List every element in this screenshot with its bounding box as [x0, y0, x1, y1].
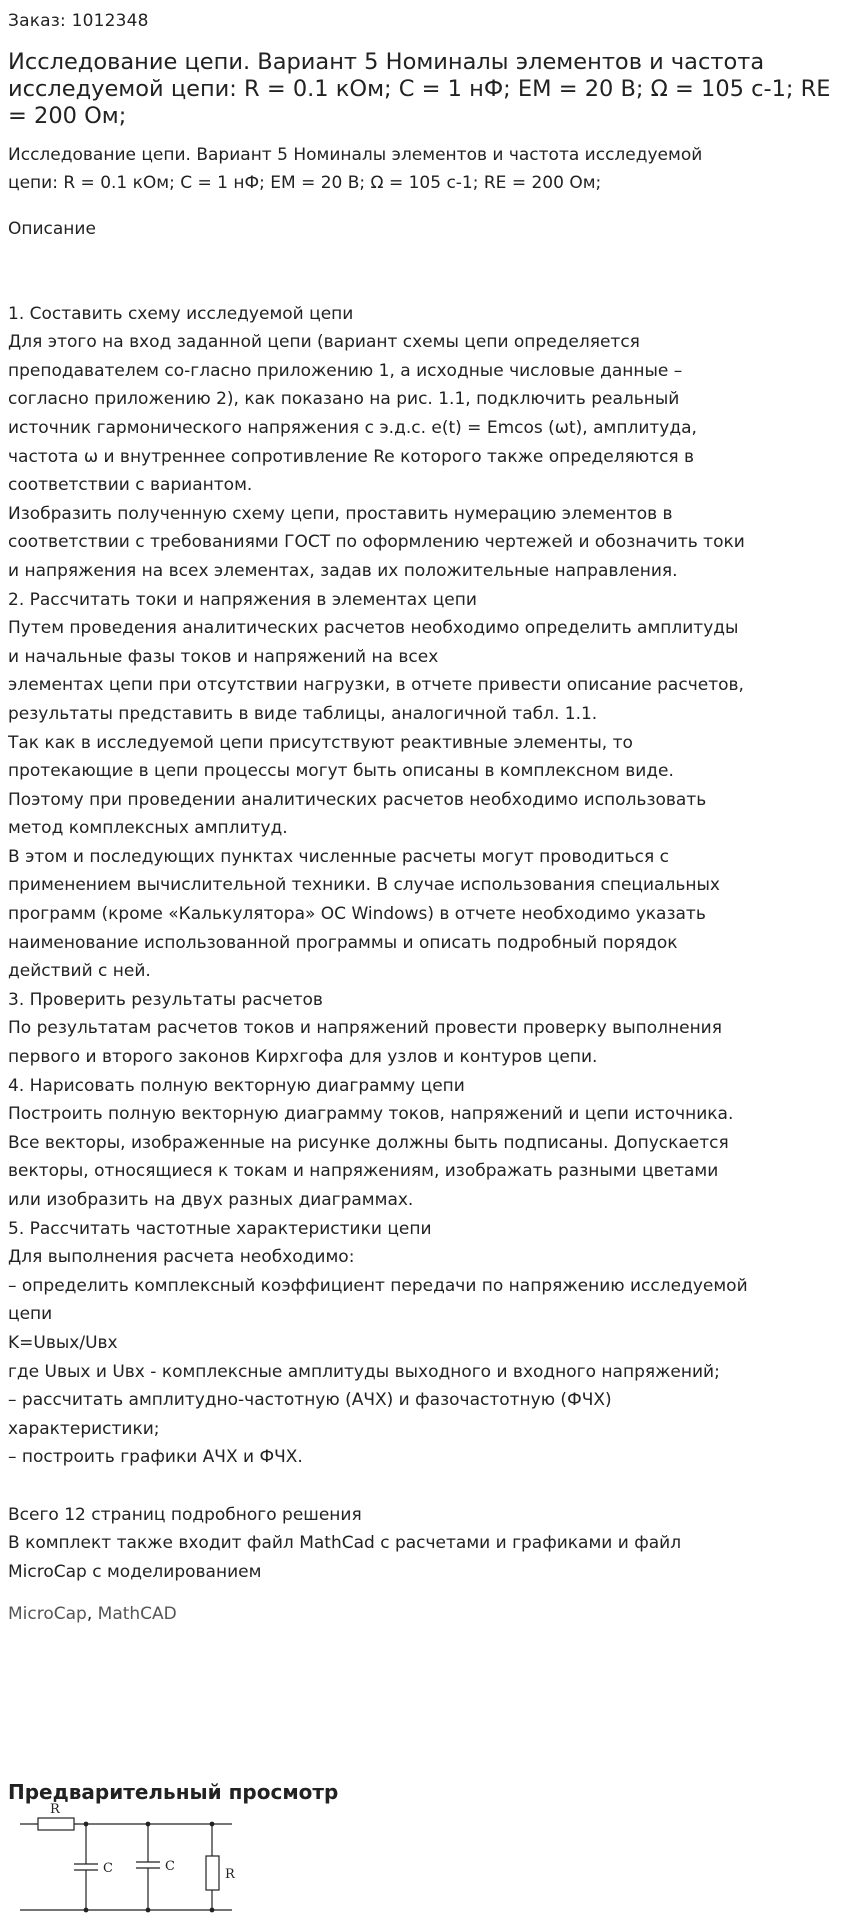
description-line: наименование использованной программы и описать подробный порядок — [8, 932, 678, 953]
description-line: соответствии с вариантом. — [8, 475, 253, 496]
description-line: – построить графики АЧХ и ФЧХ. — [8, 1447, 303, 1468]
description-line: Путем проведения аналитических расчетов необходимо определить амплитуды — [8, 618, 739, 639]
tag-list — [8, 1600, 838, 1628]
description-line: Для выполнения расчета необходимо: — [8, 1247, 355, 1268]
description-line: частота ω и внутреннее сопротивление Re которого также определяются в — [8, 446, 695, 467]
label-c1: C — [103, 1861, 113, 1876]
description-line: результаты представить в виде таблицы, аналогичной табл. 1.1. — [8, 703, 598, 724]
tag-separator: , — [86, 1604, 98, 1625]
description-line: цепи — [8, 1304, 53, 1325]
description-heading: Описание — [8, 219, 96, 239]
description-line: Всего 12 страниц подробного решения — [8, 1504, 362, 1525]
description-line: Построить полную векторную диаграмму токов, напряжений и цепи источника. — [8, 1104, 734, 1125]
description-blank-line — [8, 1472, 838, 1501]
description-line: соответствии с требованиями ГОСТ по оформлению чертежей и обозначить токи — [8, 532, 745, 553]
page-title: Исследование цепи. Вариант 5 Номиналы элементов и частота исследуемой цепи: R = 0.1 кОм; С = 1 нФ; ЕМ = 20 В; Ω = 105 с-1; RE = 200 Ом; — [8, 49, 831, 129]
description-line: Так как в исследуемой цепи присутствуют реактивные элементы, то — [8, 732, 633, 753]
description-line: программ (кроме «Калькулятора» ОС Windows) в отчете необходимо указать — [8, 904, 706, 925]
description-line: В этом и последующих пунктах численные расчеты могут проводиться с — [8, 846, 669, 867]
description-line: Поэтому при проведении аналитических расчетов необходимо использовать — [8, 789, 707, 810]
label-r-right: R — [225, 1867, 235, 1882]
description-line: согласно приложению 2), как показано на рис. 1.1, подключить реальный — [8, 389, 680, 410]
description-body — [8, 271, 838, 1586]
description-line: 4. Нарисовать полную векторную диаграмму цепи — [8, 1075, 465, 1096]
description-line: Все векторы, изображенные на рисунке должны быть подписаны. Допускается — [8, 1132, 729, 1153]
description-line: первого и второго законов Кирхгофа для узлов и контуров цепи. — [8, 1047, 598, 1068]
description-line: 1. Составить схему исследуемой цепи — [8, 303, 354, 324]
description-line: протекающие в цепи процессы могут быть описаны в комплексном виде. — [8, 761, 674, 782]
tag-link-microcap[interactable]: MicroCap — [8, 1604, 87, 1625]
subtitle-line: цепи: R = 0.1 кОм; С = 1 нФ; ЕМ = 20 В; Ω = 105 с-1; RE = 200 Ом; — [8, 173, 602, 193]
description-line: элементах цепи при отсутствии нагрузки, в отчете привести описание расчетов, — [8, 675, 744, 696]
tag-link-mathcad[interactable]: MathCAD — [97, 1604, 177, 1625]
description-line: преподавателем со-гласно приложению 1, а исходные числовые данные – — [8, 360, 683, 381]
description-line: применением вычислительной техники. В случае использования специальных — [8, 875, 720, 896]
subtitle — [8, 141, 838, 197]
description-line: метод комплексных амплитуд. — [8, 818, 288, 839]
description-line: В комплект также входит файл MathCad с расчетами и графиками и файл — [8, 1533, 682, 1554]
preview-heading: Предварительный просмотр — [8, 1780, 339, 1805]
description-line: и напряжения на всех элементах, задав их положительные направления. — [8, 560, 678, 581]
description-line: – рассчитать амплитудно-частотную (АЧХ) и фазочастотную (ФЧХ) — [8, 1390, 612, 1411]
label-r-top: R — [50, 1802, 60, 1817]
description-line: – определить комплексный коэффициент передачи по напряжению исследуемой — [8, 1275, 748, 1296]
description-blank-line — [8, 271, 838, 300]
description-line: векторы, относящиеся к токам и напряжениям, изображать разными цветами — [8, 1161, 719, 1182]
description-line: Изобразить полученную схему цепи, проставить нумерацию элементов в — [8, 503, 673, 524]
preview-image[interactable] — [14, 1792, 250, 1922]
description-line: и начальные фазы токов и напряжений на всех — [8, 646, 439, 667]
label-c2: C — [165, 1859, 175, 1874]
description-line: действий с ней. — [8, 961, 151, 982]
resistor-right-symbol — [206, 1856, 219, 1890]
description-line: K=Uвых/Uвх — [8, 1332, 118, 1353]
description-line: По результатам расчетов токов и напряжений провести проверку выполнения — [8, 1018, 722, 1039]
description-line: MicroCap с моделированием — [8, 1561, 262, 1582]
description-line: 2. Рассчитать токи и напряжения в элементах цепи — [8, 589, 477, 610]
page-content — [8, 0, 838, 1806]
description-line: 5. Рассчитать частотные характеристики цепи — [8, 1218, 432, 1239]
description-line: источник гармонического напряжения с э.д.с. e(t) = Emcos (ωt), амплитуда, — [8, 417, 697, 438]
order-number: Заказ: 1012348 — [8, 11, 149, 31]
description-line: 3. Проверить результаты расчетов — [8, 989, 323, 1010]
circuit-diagram — [14, 1792, 250, 1922]
description-line: или изобразить на двух разных диаграммах. — [8, 1190, 414, 1210]
description-line: где Uвых и Uвх - комплексные амплитуды выходного и входного напряжений; — [8, 1361, 720, 1382]
description-line: характеристики; — [8, 1418, 160, 1439]
resistor-top-symbol — [38, 1818, 74, 1830]
subtitle-line: Исследование цепи. Вариант 5 Номиналы элементов и частота исследуемой — [8, 145, 703, 165]
description-line: Для этого на вход заданной цепи (вариант схемы цепи определяется — [8, 332, 640, 353]
